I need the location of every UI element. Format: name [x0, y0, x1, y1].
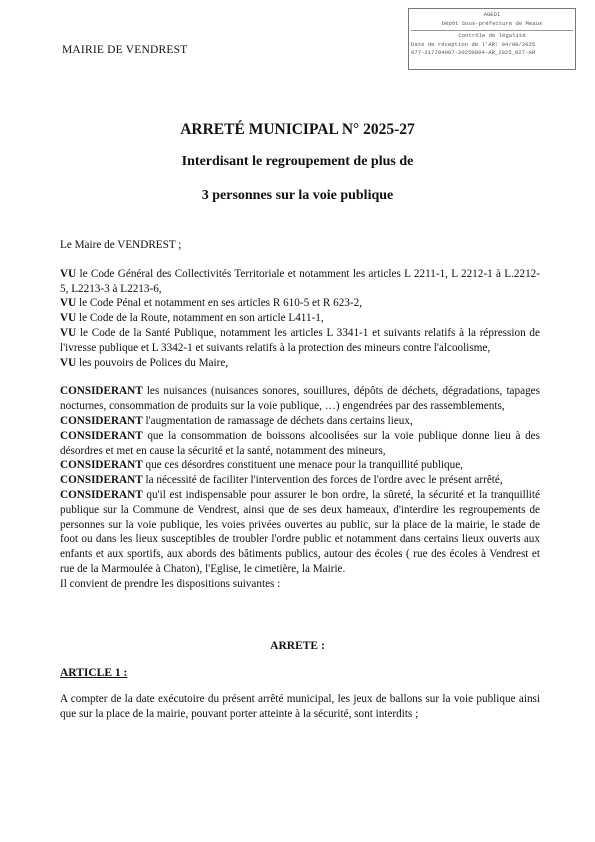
- conclusion-line: Il convient de prendre les dispositions suivantes :: [60, 577, 281, 590]
- decree-subtitle-line2: 3 personnes sur la voie publique: [201, 188, 394, 203]
- vu-text: le Code de la Santé Publique, notamment les articles L 3341-1 et suivants relatifs à la répression de l'ivresse publique et L 3342-1 et suivants relatifs à la protection des mineurs contre l'alcoolisme,: [60, 326, 540, 354]
- article-1-text: A compter de la date exécutoire du présent arrêté municipal, les jeux de ballons sur la voie publique ainsi que sur la place de la mairie, pouvant porter atteinte à la sécurité, sont interdits ;: [60, 693, 540, 720]
- vu-text: le Code Pénal et notamment en ses articles R 610-5 et R 623-2,: [76, 297, 363, 310]
- decree-subtitle-line1: Interdisant le regroupement de plus de: [181, 154, 414, 169]
- vu-keyword: VU: [60, 326, 77, 339]
- stamp-line-date: Date de réception de l'AR: 04/08/2025: [411, 40, 536, 48]
- considerant-text: qu'il est indispensable pour assurer le bon ordre, la sûreté, la sécurité et la tranquillité publique sur la Commune de Vendrest, ainsi que de ses deux hameaux, d'interdire les regroupements de personnes sur la voie publique, les voies privées ouvertes au public, sur la place de la mairie, le stade de foot ou dans les lieux susceptibles de troubler l'ordre public et notamment dans certains lieux ouverts aux enfants et aux sportifs, aux abords des bâtiments publics, autour des écoles ( rue des écoles à Vendrest et rue de la Marmoulée à Chaton), l'Eglise, le cimetière, la Mairie.: [60, 488, 540, 575]
- considerant-text: l'augmentation de ramassage de déchets dans certains lieux,: [142, 414, 413, 427]
- considerant-clause: [60, 488, 540, 577]
- intro-line: Le Maire de VENDREST ;: [60, 239, 182, 251]
- considerant-clause: [60, 429, 540, 459]
- considerant-keyword: CONSIDERANT: [60, 488, 143, 501]
- considerant-keyword: CONSIDERANT: [60, 414, 143, 427]
- legality-stamp: [408, 8, 576, 70]
- decree-title: ARRETÉ MUNICIPAL N° 2025-27: [180, 121, 415, 138]
- vu-keyword: VU: [60, 297, 77, 310]
- vu-clause: [60, 356, 540, 371]
- considerant-clause: [60, 473, 540, 488]
- vu-clause: [60, 311, 540, 326]
- vu-clause: [60, 296, 540, 311]
- considerant-text: la nécessité de faciliter l'intervention des forces de l'ordre avec le présent arrêté,: [142, 474, 503, 487]
- stamp-line-id: 077-217704907-20250804-AR_2025_027-AR: [411, 49, 536, 57]
- considerant-keyword: CONSIDERANT: [60, 385, 143, 398]
- mairie-header: MAIRIE DE VENDREST: [62, 44, 188, 56]
- considerant-keyword: CONSIDERANT: [60, 474, 143, 487]
- vu-text: le Code de la Route, notamment en son article L411-1,: [76, 312, 324, 325]
- vu-keyword: VU: [60, 356, 77, 369]
- vu-keyword: VU: [60, 312, 77, 325]
- vu-keyword: VU: [60, 267, 77, 280]
- considerant-text: que la consommation de boissons alcoolisées sur la voie publique donne lieu à des désordres et met en cause la sécurité et la santé, notamment des mineurs,: [60, 429, 540, 457]
- considerant-clause: [60, 458, 540, 473]
- vu-text: les pouvoirs de Polices du Maire,: [76, 356, 229, 369]
- considerant-text: que ces désordres constituent une menace pour la tranquillité publique,: [142, 459, 463, 472]
- considerant-clause: [60, 384, 540, 414]
- stamp-line-depot: Dépôt Sous-préfecture de Meaux: [441, 19, 543, 27]
- arrete-heading: ARRETE :: [270, 640, 325, 652]
- stamp-line-agedi: AGEDI: [483, 11, 501, 18]
- considerant-clause: [60, 414, 540, 429]
- considerant-text: les nuisances (nuisances sonores, souillures, dépôts de déchets, dégradations, tapages nocturnes, consommation de produits sur la voie publique, …) engendrées par des rassemblements,: [60, 385, 540, 413]
- decree-preamble: [60, 238, 540, 592]
- stamp-line-controle: Contrôle de légalité: [458, 32, 526, 40]
- considerant-keyword: CONSIDERANT: [60, 429, 143, 442]
- vu-clause: [60, 267, 540, 297]
- article-1-heading: ARTICLE 1 :: [60, 667, 128, 679]
- considerant-keyword: CONSIDERANT: [60, 459, 143, 472]
- vu-text: le Code Général des Collectivités Territoriale et notamment les articles L 2211-1, L 2212-1 à L.2212-5, L2213-3 à L2213-6,: [60, 267, 540, 295]
- vu-clause: [60, 326, 540, 356]
